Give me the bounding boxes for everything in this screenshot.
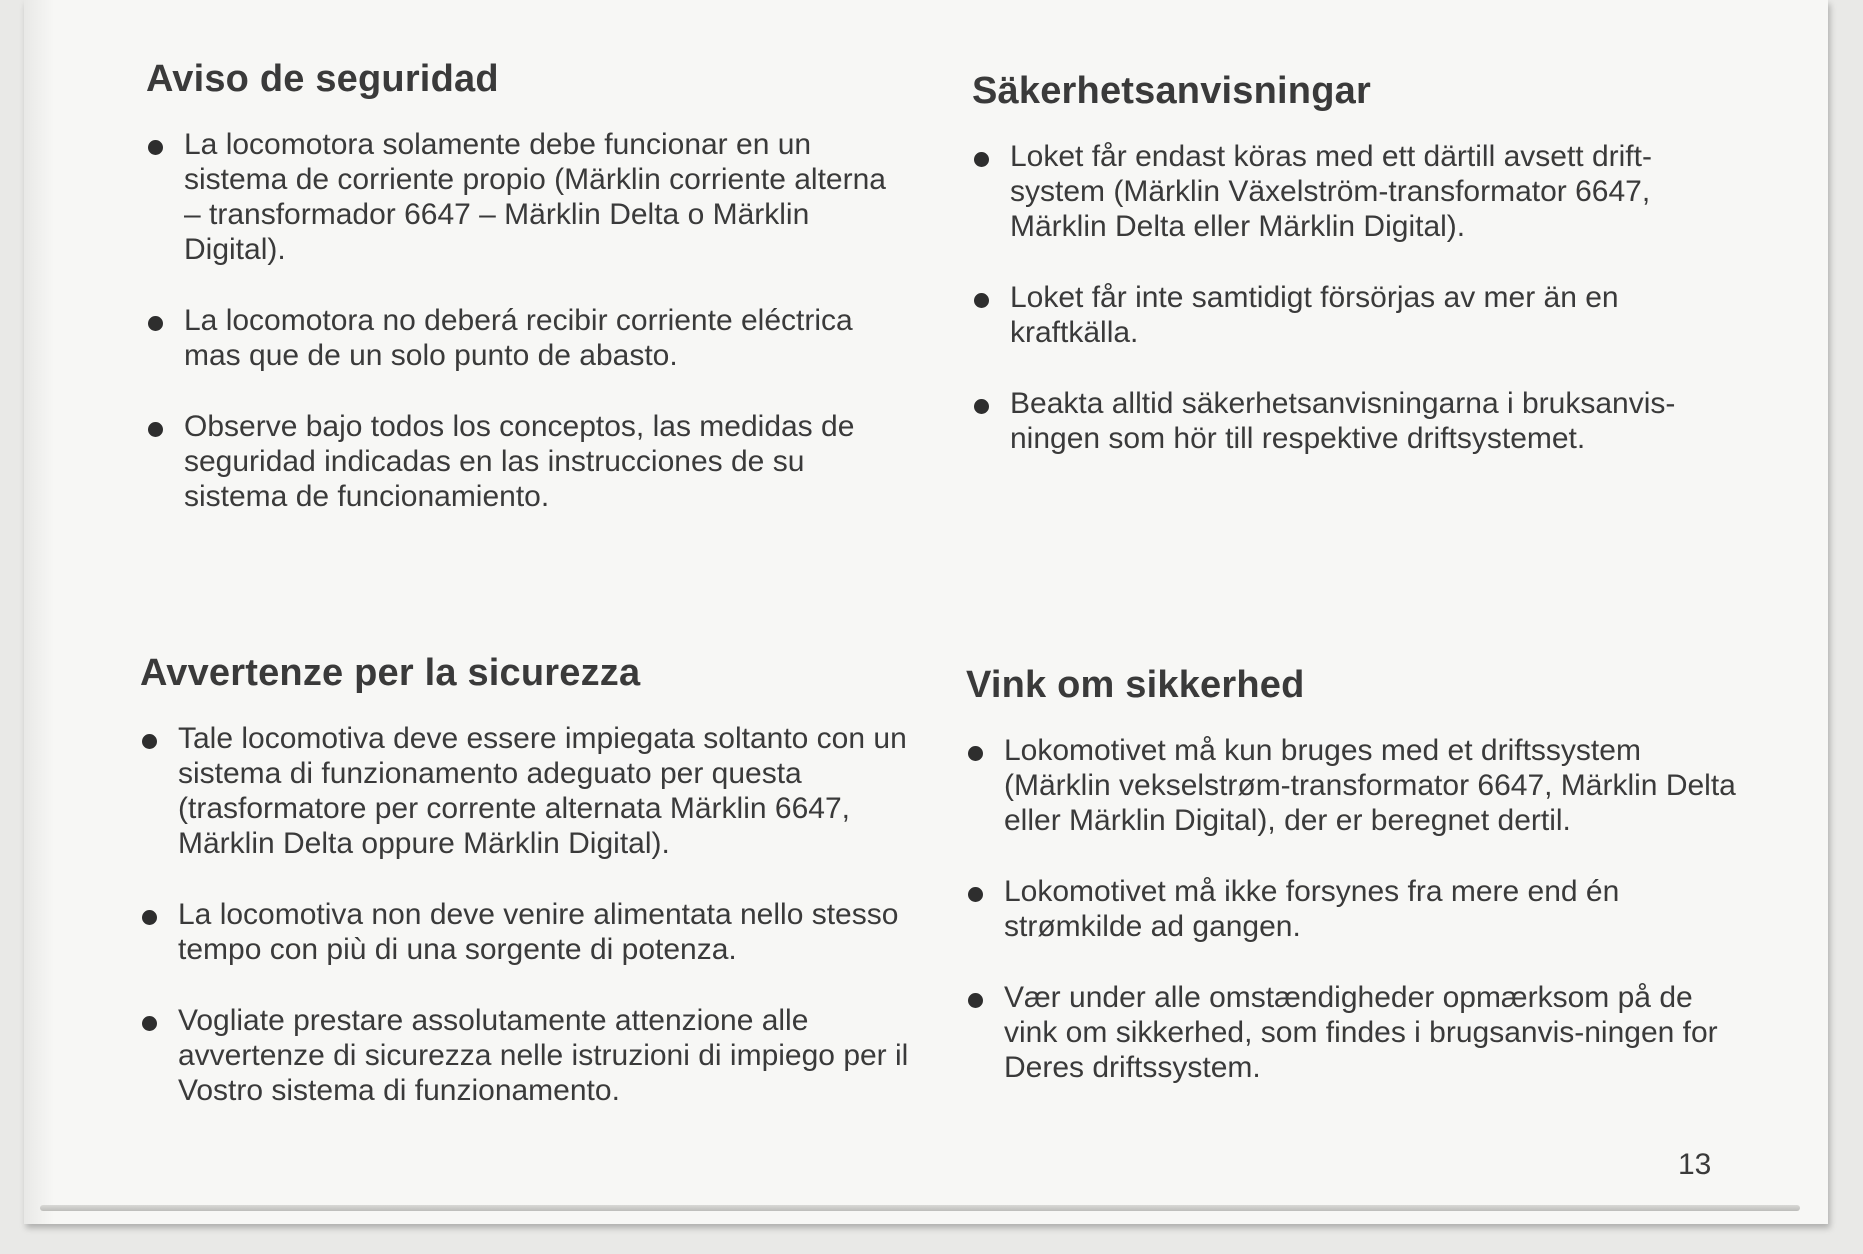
list-item xyxy=(972,139,1732,244)
page-number: 13 xyxy=(1678,1148,1712,1181)
list-item xyxy=(140,721,910,861)
list-item-text: Lokomotivet må ikke forsynes fra mere end én strømkilde ad gangen. xyxy=(1004,875,1620,943)
bullet-icon xyxy=(968,887,983,902)
bullet-icon xyxy=(148,316,163,331)
section-danish xyxy=(966,664,1736,1121)
bullet-list xyxy=(972,139,1732,456)
list-item-text: Loket får endast köras med ett därtill avsett drift-system (Märklin Växelström-transformator 6647, Märklin Delta eller Märklin Digital). xyxy=(1010,140,1652,243)
list-item xyxy=(966,980,1736,1085)
section-spanish xyxy=(146,58,906,550)
bullet-list xyxy=(140,721,910,1108)
bullet-icon xyxy=(148,140,163,155)
bullet-icon xyxy=(974,399,989,414)
list-item-text: Vær under alle omstændigheder opmærksom på de vink om sikkerhed, som findes i brugsanvis-ningen for Deres driftssystem. xyxy=(1004,981,1718,1084)
list-item xyxy=(146,303,906,373)
list-item xyxy=(966,874,1736,944)
list-item-text: La locomotora solamente debe funcionar en un sistema de corriente propio (Märklin corriente alterna – transformador 6647 – Märklin Delta o Märklin Digital). xyxy=(184,128,886,266)
list-item-text: Loket får inte samtidigt försörjas av mer än en kraftkälla. xyxy=(1010,281,1619,349)
section-title: Vink om sikkerhed xyxy=(966,664,1305,706)
list-item-text: La locomotora no deberá recibir corriente eléctrica mas que de un solo punto de abasto. xyxy=(184,304,853,372)
bullet-icon xyxy=(148,422,163,437)
bullet-icon xyxy=(974,152,989,167)
list-item-text: Tale locomotiva deve essere impiegata soltanto con un sistema di funzionamento adeguato per questa (trasformatore per corrente alternata Märklin 6647, Märklin Delta oppure Märklin Digital). xyxy=(178,722,907,860)
section-swedish xyxy=(972,70,1732,492)
list-item xyxy=(140,897,910,967)
bullet-icon xyxy=(142,734,157,749)
bullet-icon xyxy=(968,993,983,1008)
bullet-icon xyxy=(974,293,989,308)
list-item-text: La locomotiva non deve venire alimentata nello stesso tempo con più di una sorgente di potenza. xyxy=(178,898,899,966)
page-bottom-edge xyxy=(40,1205,1800,1211)
section-italian xyxy=(140,652,910,1144)
list-item-text: Lokomotivet må kun bruges med et driftssystem (Märklin vekselstrøm-transformator 6647, Märklin Delta eller Märklin Digital), der er beregnet dertil. xyxy=(1004,734,1736,837)
spine-shadow xyxy=(24,0,54,1224)
section-title: Säkerhetsanvisningar xyxy=(972,70,1371,112)
section-title: Aviso de seguridad xyxy=(146,58,499,100)
list-item xyxy=(146,127,906,267)
bullet-icon xyxy=(968,746,983,761)
list-item-text: Observe bajo todos los conceptos, las medidas de seguridad indicadas en las instrucciones de su sistema de funcionamiento. xyxy=(184,410,855,513)
bullet-icon xyxy=(142,910,157,925)
list-item xyxy=(146,409,906,514)
list-item xyxy=(966,733,1736,838)
bullet-list xyxy=(146,127,906,514)
bullet-icon xyxy=(142,1016,157,1031)
list-item-text: Beakta alltid säkerhetsanvisningarna i bruksanvis-ningen som hör till respektive driftsystemet. xyxy=(1010,387,1676,455)
list-item xyxy=(972,280,1732,350)
list-item xyxy=(140,1003,910,1108)
bullet-list xyxy=(966,733,1736,1085)
section-title: Avvertenze per la sicurezza xyxy=(140,652,641,694)
list-item-text: Vogliate prestare assolutamente attenzione alle avvertenze di sicurezza nelle istruzioni di impiego per il Vostro sistema di funzionamento. xyxy=(178,1004,909,1107)
list-item xyxy=(972,386,1732,456)
